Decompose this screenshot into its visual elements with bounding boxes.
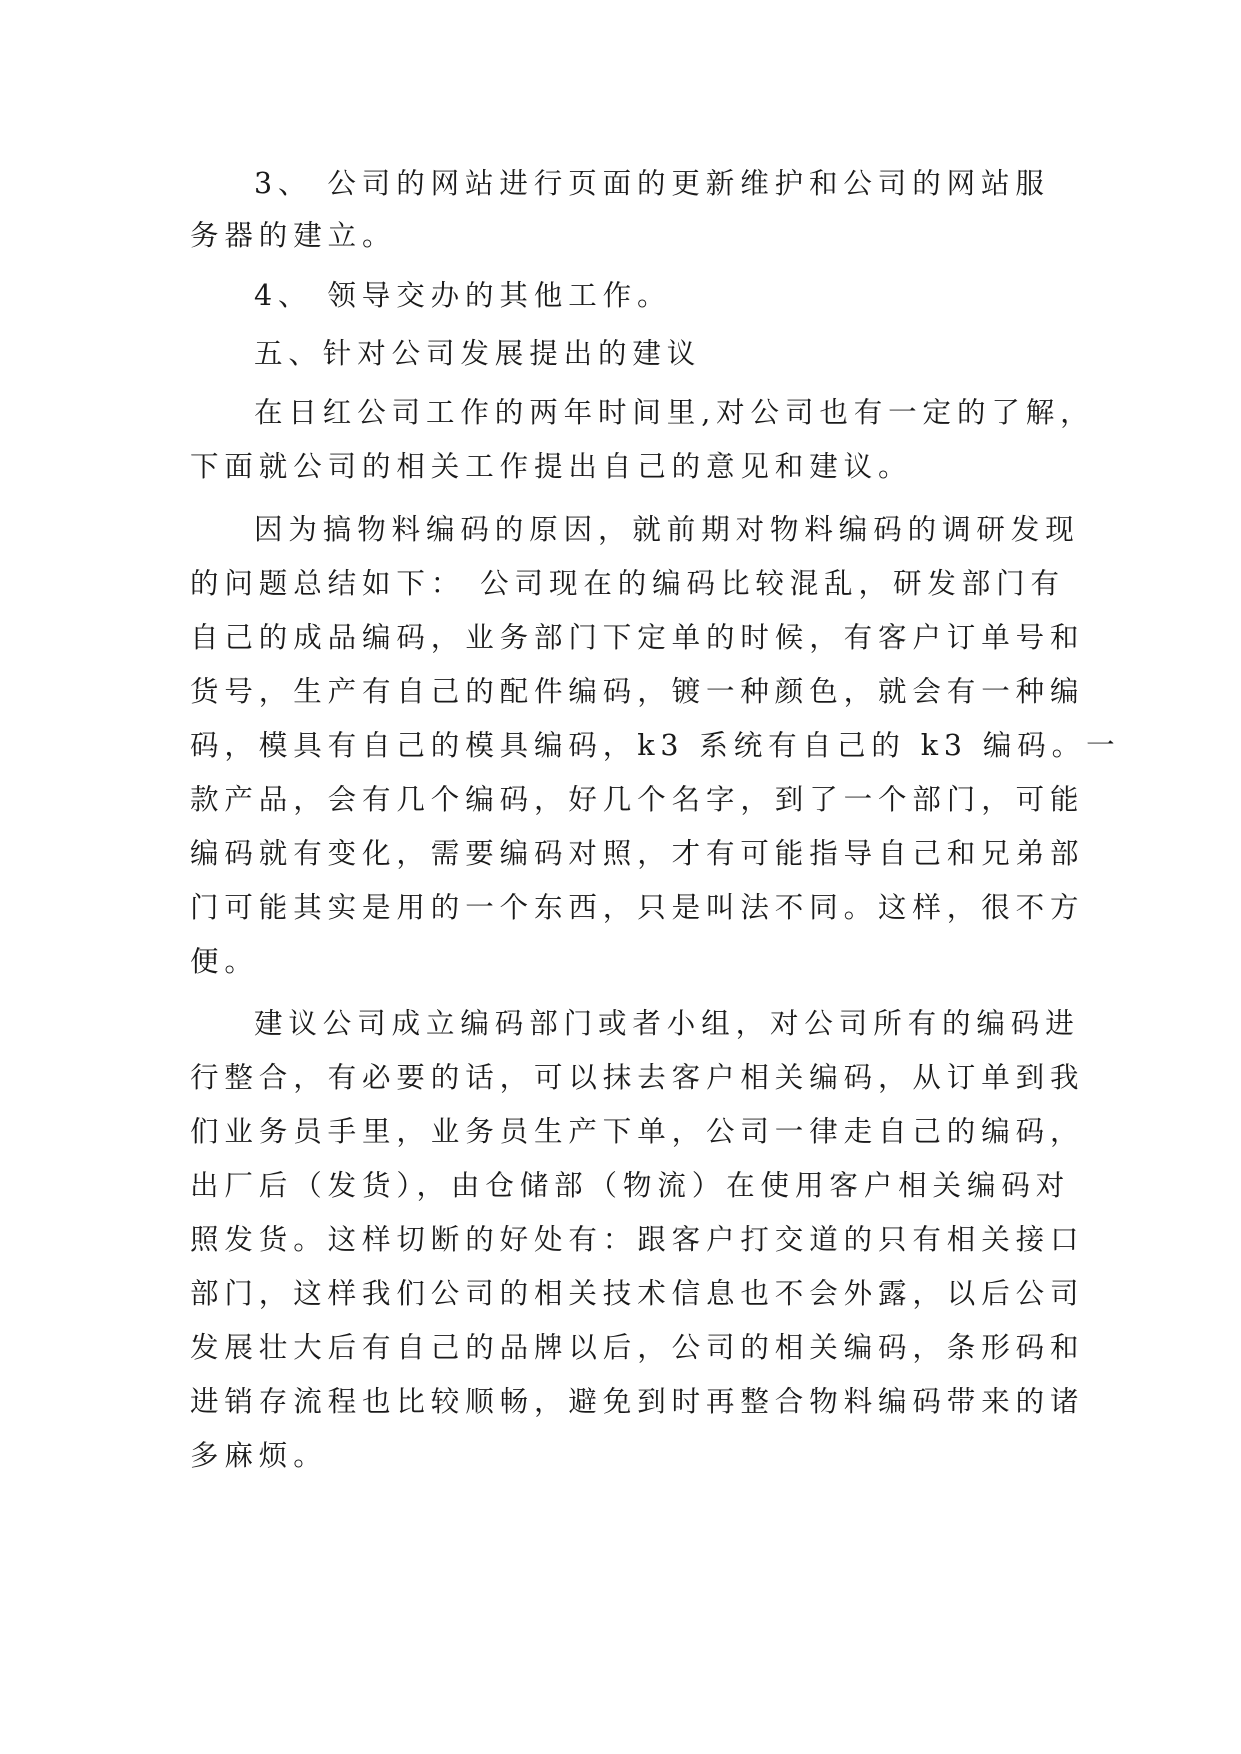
text-line: 的问题总结如下： 公司现在的编码比较混乱，研发部门有 xyxy=(190,567,1065,600)
text-line: 部门，这样我们公司的相关技术信息也不会外露，以后公司 xyxy=(190,1277,1085,1310)
text-line: 下面就公司的相关工作提出自己的意见和建议。 xyxy=(190,450,913,483)
text-line: 建议公司成立编码部门或者小组，对公司所有的编码进 xyxy=(254,1007,1080,1040)
text-line: 务器的建立。 xyxy=(190,219,397,252)
text-line: 自己的成品编码，业务部门下定单的时候，有客户订单号和 xyxy=(190,621,1085,654)
text-line: 码，模具有自己的模具编码，k3 系统有自己的 k3 编码。一 xyxy=(190,729,1121,762)
text-line: 发展壮大后有自己的品牌以后，公司的相关编码，条形码和 xyxy=(190,1331,1085,1364)
text-line: 因为搞物料编码的原因，就前期对物料编码的调研发现 xyxy=(254,513,1080,546)
text-line: 在日红公司工作的两年时间里,对公司也有一定的了解， xyxy=(254,396,1095,429)
text-line: 行整合，有必要的话，可以抹去客户相关编码，从订单到我 xyxy=(190,1061,1085,1094)
text-line: 3、 公司的网站进行页面的更新维护和公司的网站服 xyxy=(254,167,1050,200)
text-line: 4、 领导交办的其他工作。 xyxy=(254,279,672,312)
text-line: 款产品，会有几个编码，好几个名字，到了一个部门，可能 xyxy=(190,783,1085,816)
section-heading: 五、针对公司发展提出的建议 xyxy=(254,337,702,370)
text-line: 多麻烦。 xyxy=(190,1439,328,1472)
text-line: 进销存流程也比较顺畅，避免到时再整合物料编码带来的诸 xyxy=(190,1385,1085,1418)
text-line: 便。 xyxy=(190,945,259,978)
text-line: 门可能其实是用的一个东西，只是叫法不同。这样，很不方 xyxy=(190,891,1085,924)
text-line: 货号，生产有自己的配件编码，镀一种颜色，就会有一种编 xyxy=(190,675,1085,708)
text-line: 们业务员手里，业务员生产下单，公司一律走自己的编码， xyxy=(190,1115,1085,1148)
text-line: 照发货。这样切断的好处有：跟客户打交道的只有相关接口 xyxy=(190,1223,1085,1256)
text-line: 编码就有变化，需要编码对照，才有可能指导自己和兄弟部 xyxy=(190,837,1085,870)
text-line: 出厂后（发货），由仓储部（物流）在使用客户相关编码对 xyxy=(190,1169,1071,1202)
